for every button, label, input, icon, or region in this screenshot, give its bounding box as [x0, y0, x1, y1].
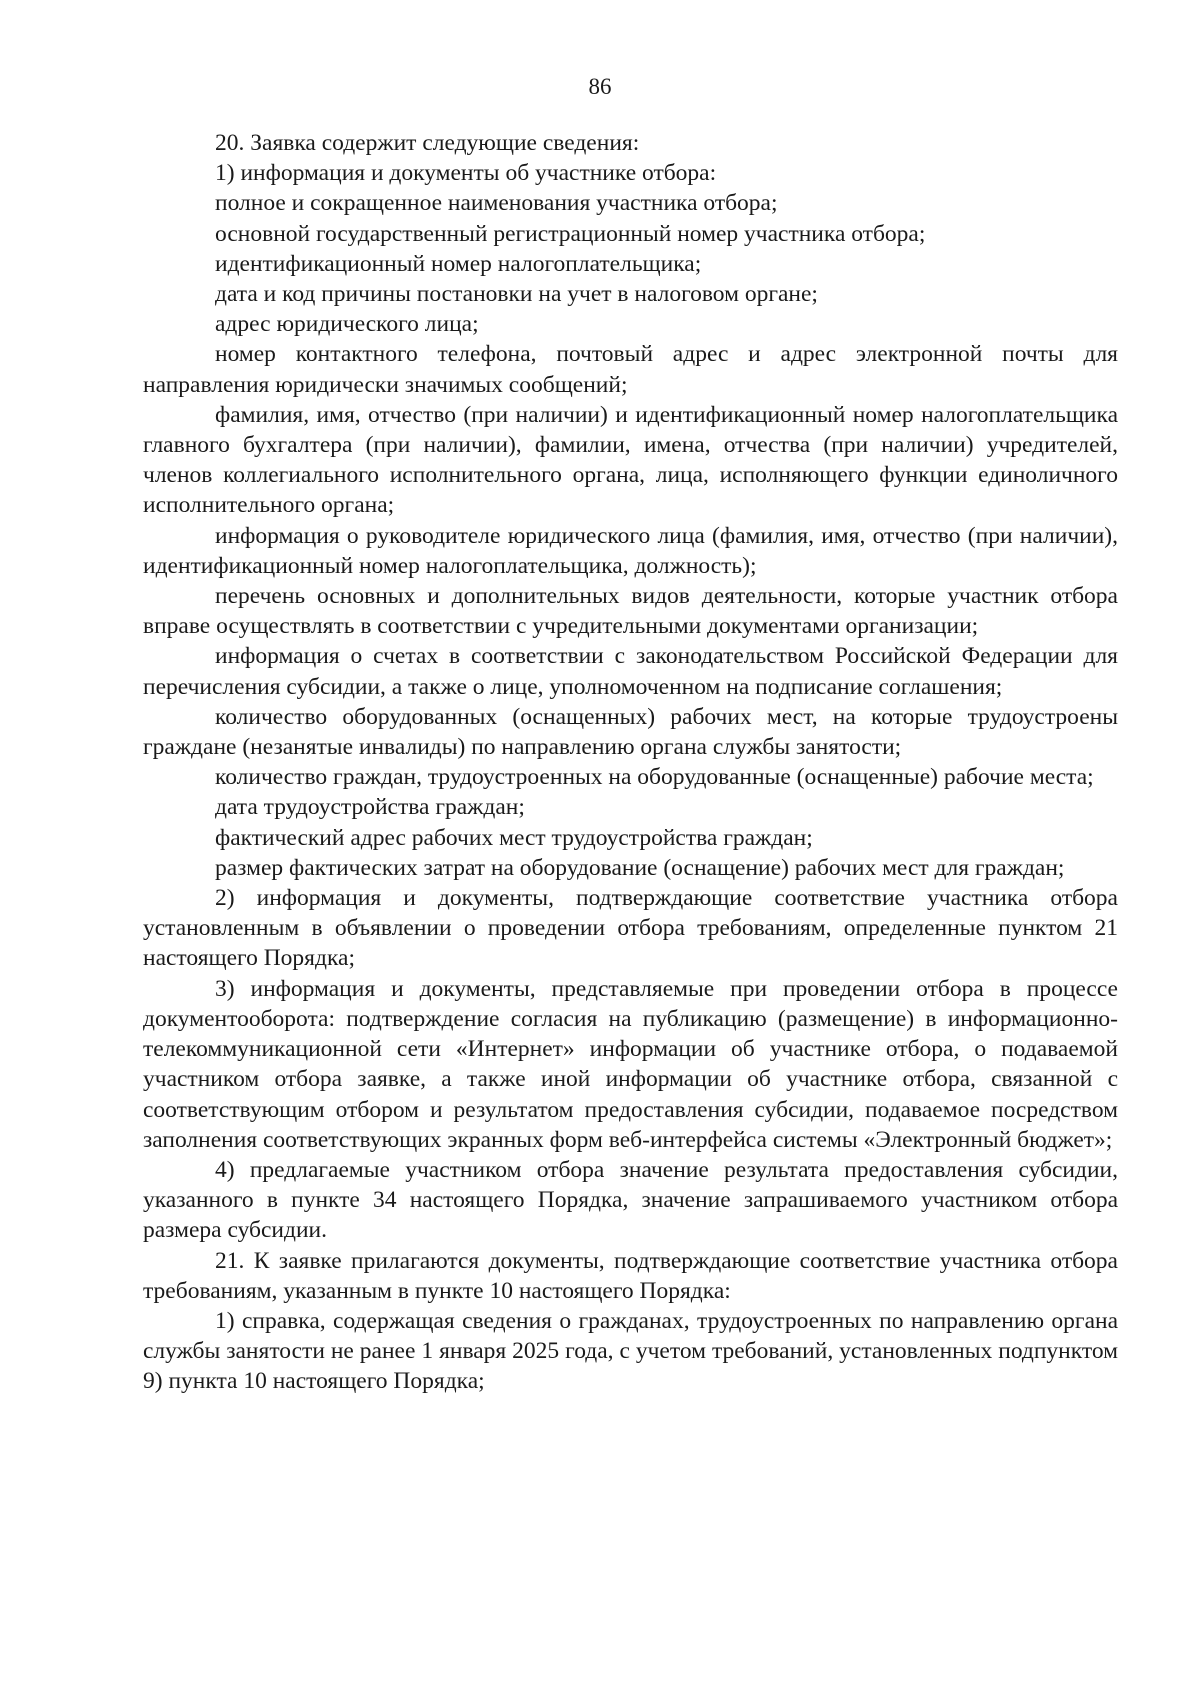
paragraph-item-2: 2) информация и документы, подтверждающие соответствие участника отбора установленным в объявлении о проведении отбора требованиям, определенные пунктом 21 настоящего Порядка; — [143, 885, 1118, 972]
paragraph-director: информация о руководителе юридического лица (фамилия, имя, отчество (при наличии), идентификационный номер налогоплательщика, должность); — [143, 522, 1118, 579]
paragraph-item-1: 1) информация и документы об участнике отбора: — [215, 160, 717, 187]
paragraph-21-item-1: 1) справка, содержащая сведения о гражданах, трудоустроенных по направлению органа службы занятости не ранее 1 января 2025 года, с учетом требований, установленных подпунктом 9) пункта 10 настоящего Порядка; — [143, 1307, 1118, 1395]
paragraph-citizens-count: количество граждан, трудоустроенных на оборудованные (оснащенные) рабочие места; — [215, 764, 1094, 791]
paragraph-contacts: номер контактного телефона, почтовый адрес и адрес электронной почты для направления юридически значимых сообщений; — [143, 341, 1118, 398]
paragraph-accounts: информация о счетах в соответствии с законодательством Российской Федерации для перечисления субсидии, а также о лице, уполномоченном на подписание соглашения; — [143, 643, 1118, 700]
paragraph-20-intro: 20. Заявка содержит следующие сведения: — [215, 130, 640, 156]
paragraph-activities: перечень основных и дополнительных видов деятельности, которые участник отбора вправе осуществлять в соответствии с учредительными документами организации; — [143, 583, 1118, 640]
paragraph-employment-date: дата трудоустройства граждан; — [215, 794, 525, 821]
paragraph-full-name: полное и сокращенное наименования участника отбора; — [215, 190, 778, 217]
paragraph-item-3: 3) информация и документы, представляемые при проведении отбора в процессе документооборота: подтверждение согласия на публикацию (размещение) в информационно-телекоммуникационной сети «Интернет» информации об участнике отбора, о подаваемой участником отбора заявке, а также иной информации об участнике отбора, связанной с соответствующим отбором и результатом предоставления субсидии, подаваемое посредством заполнения соответствующих экранных форм веб-интерфейса системы «Электронный бюджет»; — [143, 975, 1118, 1153]
paragraph-inn: идентификационный номер налогоплательщика; — [215, 250, 702, 277]
paragraph-21-intro: 21. К заявке прилагаются документы, подтверждающие соответствие участника отбора требованиям, указанным в пункте 10 настоящего Порядка: — [143, 1247, 1118, 1304]
paragraph-ogrn: основной государственный регистрационный номер участника отбора; — [215, 220, 926, 247]
paragraph-kpp: дата и код причины постановки на учет в налоговом органе; — [215, 281, 818, 308]
paragraph-workplaces-count: количество оборудованных (оснащенных) рабочих мест, на которые трудоустроены граждане (незанятые инвалиды) по направлению органа службы занятости; — [143, 703, 1118, 761]
document-body — [143, 128, 1118, 1397]
paragraph-accountant: фамилия, имя, отчество (при наличии) и идентификационный номер налогоплательщика главного бухгалтера (при наличии), фамилии, имена, отчества (при наличии) учредителей, членов коллегиального исполнительного органа, лица, исполняющего функции единоличного исполнительного органа; — [143, 401, 1118, 519]
paragraph-legal-address: адрес юридического лица; — [215, 311, 479, 338]
paragraph-costs: размер фактических затрат на оборудование (оснащение) рабочих мест для граждан; — [215, 854, 1065, 881]
paragraph-item-4: 4) предлагаемые участником отбора значение результата предоставления субсидии, указанного в пункте 34 настоящего Порядка, значение запрашиваемого участником отбора размера субсидии. — [143, 1156, 1118, 1244]
page-number: 86 — [588, 74, 612, 99]
paragraph-workplace-address: фактический адрес рабочих мест трудоустройства граждан; — [215, 824, 813, 851]
